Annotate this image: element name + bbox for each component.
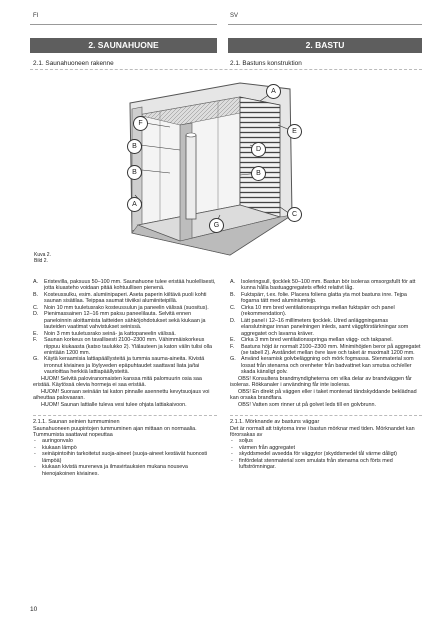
section-heading-sv: 2. BASTU: [228, 38, 422, 53]
list-item: B. Kosteussulku, esim. alumiinipaperi. Aseta paperin kiiltävä puoli kohti saunan sisätilaa. Teippaa saumat tiiviiksi alumiiniteipillä.: [33, 291, 207, 305]
column-fi: [33, 279, 217, 477]
list-item: - skyddsmedel avsedda för väggytor (skyddsmedel tål värme dåligt): [230, 451, 422, 457]
page-number: 10: [30, 606, 38, 613]
note: HUOM! Suoraan seinään tai katon pinnalle asennettu kevytsuojaus voi aiheuttaa palovaaran.: [33, 388, 210, 402]
list-item: A. Eristevilla, paksuus 50–100 mm. Saunahuone tulee eristää huolellisesti, jotta kiuasteho voidaan pitää kohtuullisen pienenä.: [33, 279, 216, 292]
lang-label-fi: FI: [33, 13, 39, 19]
note: OBS! Vatten som rinner ut på golvet leds till en golvbrunn.: [238, 401, 377, 408]
subheading-fi: 2.1. Saunahuoneen rakenne: [33, 60, 114, 67]
dashed-rule: [30, 69, 422, 70]
note: OBS! En direkt på väggen eller i taket monterad tändskyddande beklädnad kan orsaka brandfara.: [230, 388, 417, 402]
list-item: G. Använd keramisk golvbeläggning och mörk fogmassa. Stenmaterial som lossat från stenarna och orenheter från badvattnet kan smutsa och/eller skada känsligt golv.: [230, 356, 414, 376]
figure-label-b-right: B: [251, 166, 266, 181]
list-item: E. Cirka 3 mm bred ventilationsspringa mellan vägg- och takpanel.: [230, 337, 393, 344]
section-heading-fi: 2. SAUNAHUONE: [30, 38, 217, 53]
list-item: - soljus: [230, 438, 422, 444]
figure-label-f: F: [133, 116, 148, 131]
list-item: F. Saunan korkeus on tavallisesti 2100–2300 mm. Vähimmäiskorkeus riippuu kiukaasta (katso taulukko 2). Ylälauteen ja katon välin tulisi olla enintään 1200 mm.: [33, 337, 213, 356]
list-item: - auringonvalo: [33, 438, 217, 444]
figure-label-d: D: [251, 142, 266, 157]
list-item: - finfördelat stenmaterial som smulats från stenarna och förts med luftströmningar.: [230, 458, 422, 471]
figure-label-g: G: [209, 218, 224, 233]
list-item: - seinäpintoihin tarkoitetut suoja-aineet (suoja-aineet kestävät huonosti lämpöä): [33, 451, 217, 464]
top-rule-right: [228, 24, 422, 25]
figure-caption: [34, 252, 51, 264]
subsection-text-fi: Saunahuoneen puupintojen tummuminen ajan mittaan on normaalia. Tummumista saattavat nopeuttaa: [33, 425, 197, 439]
subheading-sv: 2.1. Bastuns konstruktion: [230, 60, 302, 67]
list-item: D. Lätt panel i 12–16 millimeters tjocklek. Utred anläggningarnas elanslutningar innan panelningen inleds, samt väggförstärkningar som aggregatet och lavarna kräver.: [230, 317, 409, 337]
note: HUOM! Saunan lattialle tuleva vesi tulee ohjata lattiakaivoon.: [41, 401, 187, 408]
note: HUOM! Selvitä paloviranomaisten kanssa mitä palomuurin osia saa eristää. Käytössä olevia hormeja ei saa eristää.: [33, 375, 202, 389]
note: OBS! Konsultera brandmyndigheterna om vilka delar av brandväggen får isoleras. Rökkanaler i användning får inte isoleras.: [230, 375, 412, 389]
figure-label-e: E: [287, 124, 302, 139]
list-item: - kiukaan kivistä mureneva ja ilmavirtauksien mukana nouseva hienojakoinen kiviaines.: [33, 464, 217, 477]
list-item: F. Bastuns höjd är normalt 2100–2300 mm. Minimihöjden beror på aggregatet (se tabell 2). Avståndet mellan övre lave och taket är maximalt 1200 mm.: [230, 343, 421, 356]
sauna-structure-figure: [30, 75, 422, 275]
column-sv: [230, 279, 422, 471]
sauna-illustration: [30, 75, 422, 275]
list-item: D. Pienimassainen 12–16 mm paksu paneelilauta. Selvitä ennen paneloinnin aloittamista laitteiden sähköjohdotukset sekä kiukaan ja lauteiden vaatimat vahvistukset seinissä.: [33, 311, 206, 331]
list-item: B. Fuktspärr, t.ex. folie. Placera foliens glatta yta mot bastuns inre. Tejpa fogarna tätt med aluminiumtejp.: [230, 291, 407, 305]
subsection-title-fi: 2.1.1. Saunan seinien tummuminen: [33, 419, 120, 426]
figure-label-a-bottom: A: [127, 197, 142, 212]
section-divider: [33, 415, 217, 416]
list-item: C. Cirka 10 mm bred ventilationsspringa mellan fuktspärr och panel (rekommendation).: [230, 304, 395, 318]
figure-label-a-top: A: [266, 84, 281, 99]
lang-label-sv: SV: [230, 13, 239, 19]
subsection-text-sv: Det är normalt att träytorna inne i bastun mörknar med tiden. Mörknandet kan förorsakas av: [230, 425, 415, 439]
top-rule-left: [30, 24, 217, 25]
figure-label-c: C: [287, 207, 302, 222]
list-item: C. Noin 10 mm tuuletusrako kosteussulun ja paneelin välissä (suositus).: [33, 304, 209, 311]
list-item: - värmen från aggregatet: [230, 445, 422, 451]
list-item: A. Isoleringsull, tjocklek 50–100 mm. Bastun bör isoleras omsorgsfullt för att kunna hålla bastuaggregatets effekt relativt låg.: [230, 279, 416, 292]
list-item: G. Käytä keraamisia lattiapäällysteitä ja tummia sauma-aineita. Kivistä irronnut kiviaines ja löylyveden epäpuhtaudet saattavat liata ja/tai vaurioittaa herkkiä lattiapäällysteitä.: [33, 356, 205, 376]
list-item: E. Noin 3 mm tuuletusrako seinä- ja kattopaneelin välissä.: [33, 330, 176, 337]
figure-label-b-lower: B: [127, 165, 142, 180]
section-divider: [230, 415, 422, 416]
list-item: - kiukaan lämpö: [33, 445, 217, 451]
caption-sv: Bild 2.: [34, 258, 48, 264]
figure-label-b-left: B: [127, 139, 142, 154]
caption-fi: Kuva 2.: [34, 252, 51, 258]
subsection-title-sv: 2.1.1. Mörknande av bastuns väggar: [230, 419, 320, 426]
